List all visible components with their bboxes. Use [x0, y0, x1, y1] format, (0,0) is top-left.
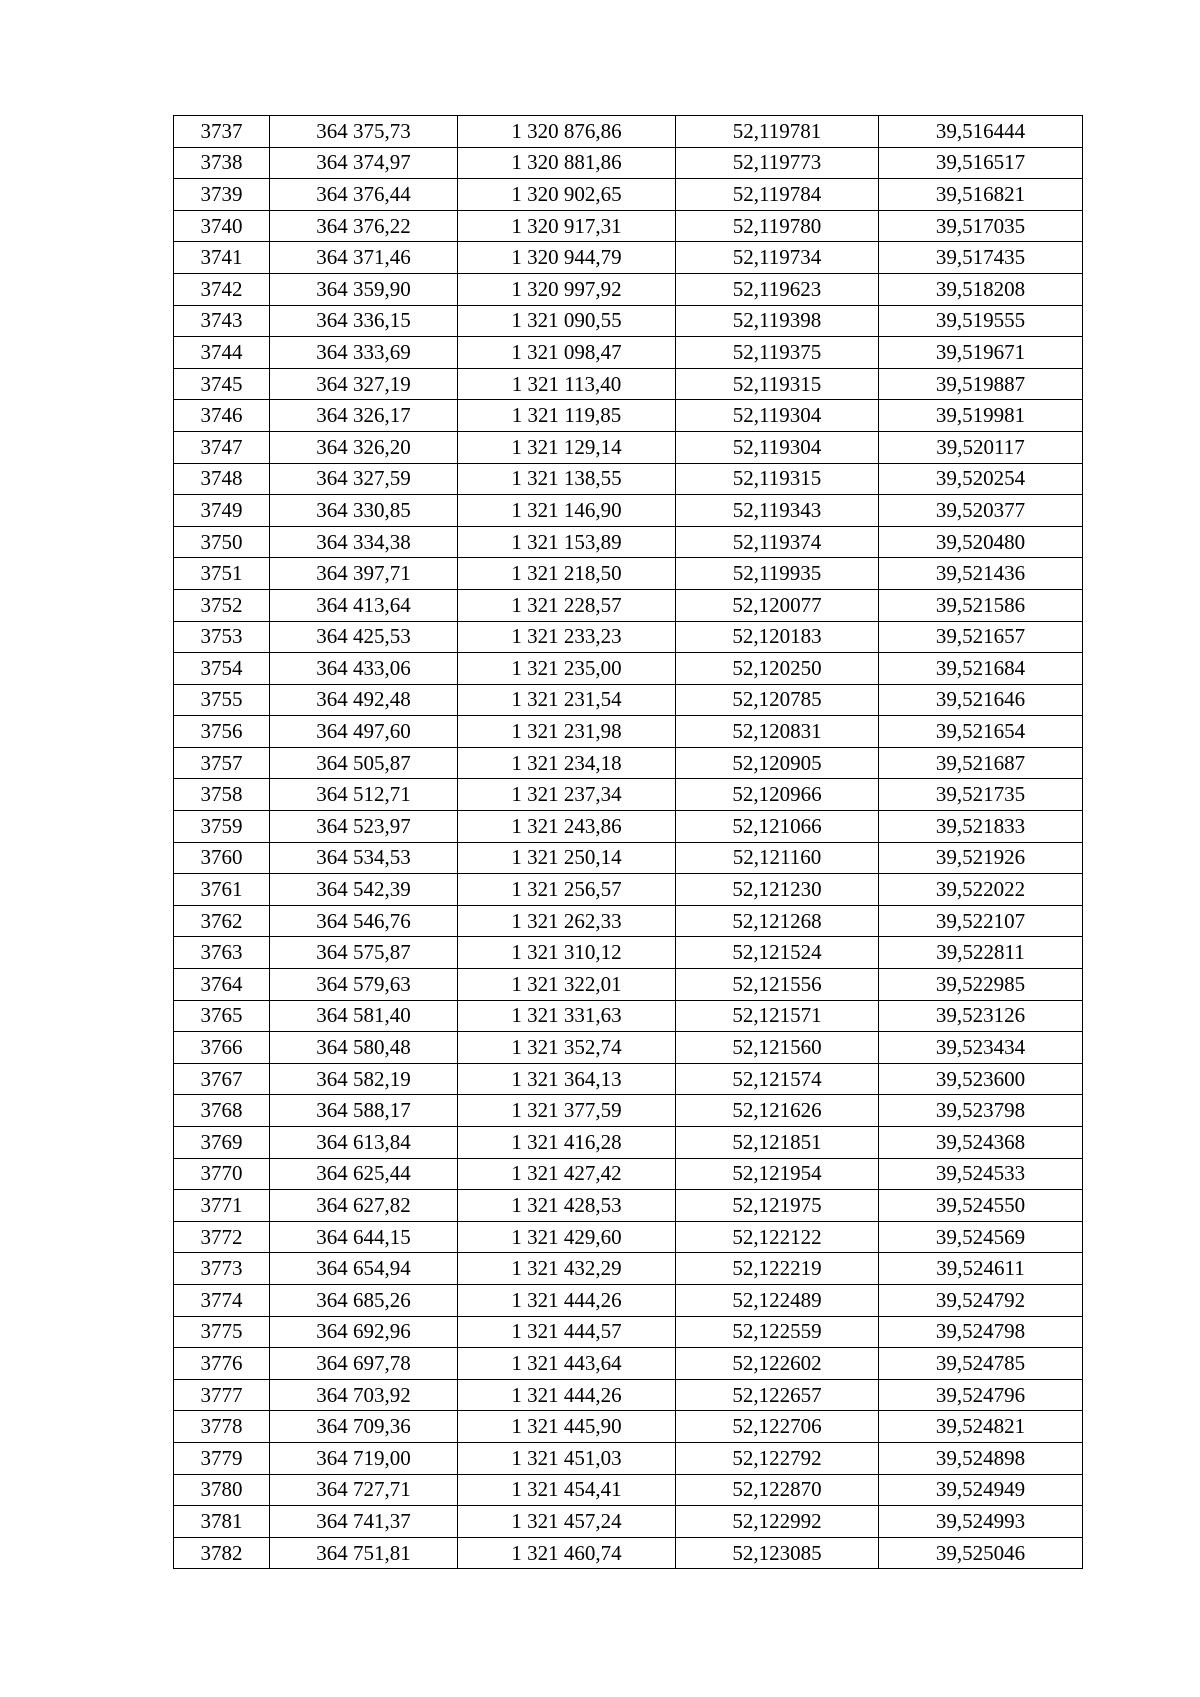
latitude-cell: 52,120905: [676, 747, 879, 779]
x-coordinate-cell: 364 542,39: [270, 874, 458, 906]
point-number-cell: 3746: [174, 400, 270, 432]
table-row: [174, 589, 1083, 621]
table-row: [174, 621, 1083, 653]
table-row: [174, 558, 1083, 590]
table-row: [174, 716, 1083, 748]
y-coordinate-cell: 1 321 231,54: [458, 684, 676, 716]
x-coordinate-cell: 364 327,19: [270, 368, 458, 400]
table-row: [174, 1537, 1083, 1569]
point-number-cell: 3740: [174, 210, 270, 242]
y-coordinate-cell: 1 321 098,47: [458, 337, 676, 369]
longitude-cell: 39,523798: [879, 1095, 1083, 1127]
latitude-cell: 52,119375: [676, 337, 879, 369]
longitude-cell: 39,524550: [879, 1190, 1083, 1222]
latitude-cell: 52,121524: [676, 937, 879, 969]
longitude-cell: 39,519887: [879, 368, 1083, 400]
x-coordinate-cell: 364 334,38: [270, 526, 458, 558]
latitude-cell: 52,120966: [676, 779, 879, 811]
table-row: [174, 937, 1083, 969]
y-coordinate-cell: 1 320 876,86: [458, 116, 676, 148]
point-number-cell: 3750: [174, 526, 270, 558]
latitude-cell: 52,119304: [676, 431, 879, 463]
longitude-cell: 39,520377: [879, 495, 1083, 527]
table-row: [174, 684, 1083, 716]
x-coordinate-cell: 364 581,40: [270, 1000, 458, 1032]
x-coordinate-cell: 364 534,53: [270, 842, 458, 874]
x-coordinate-cell: 364 376,44: [270, 179, 458, 211]
longitude-cell: 39,517435: [879, 242, 1083, 274]
coordinates-table-body: [174, 116, 1083, 1569]
point-number-cell: 3760: [174, 842, 270, 874]
table-row: [174, 337, 1083, 369]
x-coordinate-cell: 364 425,53: [270, 621, 458, 653]
y-coordinate-cell: 1 321 228,57: [458, 589, 676, 621]
y-coordinate-cell: 1 321 457,24: [458, 1506, 676, 1538]
point-number-cell: 3775: [174, 1316, 270, 1348]
table-row: [174, 653, 1083, 685]
y-coordinate-cell: 1 321 429,60: [458, 1221, 676, 1253]
point-number-cell: 3769: [174, 1127, 270, 1159]
y-coordinate-cell: 1 321 460,74: [458, 1537, 676, 1569]
latitude-cell: 52,122602: [676, 1348, 879, 1380]
y-coordinate-cell: 1 321 113,40: [458, 368, 676, 400]
table-row: [174, 1190, 1083, 1222]
table-row: [174, 1032, 1083, 1064]
y-coordinate-cell: 1 321 444,57: [458, 1316, 676, 1348]
point-number-cell: 3763: [174, 937, 270, 969]
longitude-cell: 39,525046: [879, 1537, 1083, 1569]
longitude-cell: 39,521646: [879, 684, 1083, 716]
point-number-cell: 3774: [174, 1284, 270, 1316]
longitude-cell: 39,524821: [879, 1411, 1083, 1443]
x-coordinate-cell: 364 359,90: [270, 273, 458, 305]
y-coordinate-cell: 1 321 250,14: [458, 842, 676, 874]
y-coordinate-cell: 1 321 233,23: [458, 621, 676, 653]
longitude-cell: 39,522022: [879, 874, 1083, 906]
y-coordinate-cell: 1 321 234,18: [458, 747, 676, 779]
point-number-cell: 3767: [174, 1063, 270, 1095]
point-number-cell: 3779: [174, 1442, 270, 1474]
point-number-cell: 3747: [174, 431, 270, 463]
point-number-cell: 3766: [174, 1032, 270, 1064]
longitude-cell: 39,524993: [879, 1506, 1083, 1538]
x-coordinate-cell: 364 580,48: [270, 1032, 458, 1064]
y-coordinate-cell: 1 321 331,63: [458, 1000, 676, 1032]
table-row: [174, 905, 1083, 937]
table-row: [174, 431, 1083, 463]
latitude-cell: 52,119315: [676, 368, 879, 400]
x-coordinate-cell: 364 575,87: [270, 937, 458, 969]
x-coordinate-cell: 364 703,92: [270, 1379, 458, 1411]
longitude-cell: 39,521657: [879, 621, 1083, 653]
longitude-cell: 39,524785: [879, 1348, 1083, 1380]
point-number-cell: 3753: [174, 621, 270, 653]
longitude-cell: 39,521926: [879, 842, 1083, 874]
point-number-cell: 3751: [174, 558, 270, 590]
y-coordinate-cell: 1 321 243,86: [458, 811, 676, 843]
table-row: [174, 1379, 1083, 1411]
latitude-cell: 52,119773: [676, 147, 879, 179]
table-row: [174, 1063, 1083, 1095]
x-coordinate-cell: 364 625,44: [270, 1158, 458, 1190]
longitude-cell: 39,522811: [879, 937, 1083, 969]
point-number-cell: 3737: [174, 116, 270, 148]
longitude-cell: 39,516444: [879, 116, 1083, 148]
x-coordinate-cell: 364 685,26: [270, 1284, 458, 1316]
longitude-cell: 39,516821: [879, 179, 1083, 211]
point-number-cell: 3738: [174, 147, 270, 179]
latitude-cell: 52,119781: [676, 116, 879, 148]
y-coordinate-cell: 1 320 917,31: [458, 210, 676, 242]
x-coordinate-cell: 364 741,37: [270, 1506, 458, 1538]
x-coordinate-cell: 364 709,36: [270, 1411, 458, 1443]
point-number-cell: 3741: [174, 242, 270, 274]
latitude-cell: 52,119304: [676, 400, 879, 432]
latitude-cell: 52,120785: [676, 684, 879, 716]
longitude-cell: 39,520254: [879, 463, 1083, 495]
longitude-cell: 39,524611: [879, 1253, 1083, 1285]
table-row: [174, 842, 1083, 874]
table-row: [174, 1095, 1083, 1127]
y-coordinate-cell: 1 321 218,50: [458, 558, 676, 590]
table-row: [174, 1348, 1083, 1380]
point-number-cell: 3776: [174, 1348, 270, 1380]
latitude-cell: 52,119734: [676, 242, 879, 274]
latitude-cell: 52,121975: [676, 1190, 879, 1222]
longitude-cell: 39,523434: [879, 1032, 1083, 1064]
point-number-cell: 3768: [174, 1095, 270, 1127]
x-coordinate-cell: 364 371,46: [270, 242, 458, 274]
y-coordinate-cell: 1 321 451,03: [458, 1442, 676, 1474]
table-row: [174, 969, 1083, 1001]
longitude-cell: 39,520117: [879, 431, 1083, 463]
x-coordinate-cell: 364 374,97: [270, 147, 458, 179]
x-coordinate-cell: 364 492,48: [270, 684, 458, 716]
latitude-cell: 52,121574: [676, 1063, 879, 1095]
longitude-cell: 39,520480: [879, 526, 1083, 558]
latitude-cell: 52,119935: [676, 558, 879, 590]
table-row: [174, 1316, 1083, 1348]
longitude-cell: 39,521735: [879, 779, 1083, 811]
point-number-cell: 3744: [174, 337, 270, 369]
x-coordinate-cell: 364 627,82: [270, 1190, 458, 1222]
x-coordinate-cell: 364 546,76: [270, 905, 458, 937]
table-row: [174, 1253, 1083, 1285]
point-number-cell: 3754: [174, 653, 270, 685]
x-coordinate-cell: 364 413,64: [270, 589, 458, 621]
latitude-cell: 52,119623: [676, 273, 879, 305]
latitude-cell: 52,121556: [676, 969, 879, 1001]
longitude-cell: 39,521687: [879, 747, 1083, 779]
x-coordinate-cell: 364 375,73: [270, 116, 458, 148]
latitude-cell: 52,121954: [676, 1158, 879, 1190]
y-coordinate-cell: 1 321 146,90: [458, 495, 676, 527]
x-coordinate-cell: 364 588,17: [270, 1095, 458, 1127]
table-row: [174, 305, 1083, 337]
y-coordinate-cell: 1 321 432,29: [458, 1253, 676, 1285]
point-number-cell: 3761: [174, 874, 270, 906]
latitude-cell: 52,122219: [676, 1253, 879, 1285]
point-number-cell: 3770: [174, 1158, 270, 1190]
latitude-cell: 52,119343: [676, 495, 879, 527]
latitude-cell: 52,122559: [676, 1316, 879, 1348]
latitude-cell: 52,121066: [676, 811, 879, 843]
longitude-cell: 39,524796: [879, 1379, 1083, 1411]
latitude-cell: 52,121626: [676, 1095, 879, 1127]
y-coordinate-cell: 1 321 310,12: [458, 937, 676, 969]
latitude-cell: 52,119780: [676, 210, 879, 242]
longitude-cell: 39,516517: [879, 147, 1083, 179]
longitude-cell: 39,519555: [879, 305, 1083, 337]
table-row: [174, 242, 1083, 274]
latitude-cell: 52,121571: [676, 1000, 879, 1032]
y-coordinate-cell: 1 321 445,90: [458, 1411, 676, 1443]
y-coordinate-cell: 1 321 377,59: [458, 1095, 676, 1127]
point-number-cell: 3748: [174, 463, 270, 495]
x-coordinate-cell: 364 692,96: [270, 1316, 458, 1348]
latitude-cell: 52,120831: [676, 716, 879, 748]
latitude-cell: 52,121560: [676, 1032, 879, 1064]
longitude-cell: 39,518208: [879, 273, 1083, 305]
longitude-cell: 39,524798: [879, 1316, 1083, 1348]
point-number-cell: 3780: [174, 1474, 270, 1506]
longitude-cell: 39,521833: [879, 811, 1083, 843]
y-coordinate-cell: 1 321 454,41: [458, 1474, 676, 1506]
latitude-cell: 52,120183: [676, 621, 879, 653]
y-coordinate-cell: 1 321 444,26: [458, 1379, 676, 1411]
table-row: [174, 811, 1083, 843]
y-coordinate-cell: 1 321 138,55: [458, 463, 676, 495]
latitude-cell: 52,119398: [676, 305, 879, 337]
longitude-cell: 39,521586: [879, 589, 1083, 621]
table-row: [174, 1000, 1083, 1032]
x-coordinate-cell: 364 751,81: [270, 1537, 458, 1569]
x-coordinate-cell: 364 654,94: [270, 1253, 458, 1285]
longitude-cell: 39,517035: [879, 210, 1083, 242]
latitude-cell: 52,120077: [676, 589, 879, 621]
latitude-cell: 52,119374: [676, 526, 879, 558]
point-number-cell: 3745: [174, 368, 270, 400]
y-coordinate-cell: 1 321 428,53: [458, 1190, 676, 1222]
point-number-cell: 3765: [174, 1000, 270, 1032]
x-coordinate-cell: 364 497,60: [270, 716, 458, 748]
latitude-cell: 52,122792: [676, 1442, 879, 1474]
y-coordinate-cell: 1 320 902,65: [458, 179, 676, 211]
longitude-cell: 39,524949: [879, 1474, 1083, 1506]
table-row: [174, 400, 1083, 432]
y-coordinate-cell: 1 320 881,86: [458, 147, 676, 179]
longitude-cell: 39,521684: [879, 653, 1083, 685]
point-number-cell: 3777: [174, 1379, 270, 1411]
point-number-cell: 3749: [174, 495, 270, 527]
longitude-cell: 39,519981: [879, 400, 1083, 432]
longitude-cell: 39,524368: [879, 1127, 1083, 1159]
point-number-cell: 3771: [174, 1190, 270, 1222]
table-row: [174, 874, 1083, 906]
table-row: [174, 147, 1083, 179]
point-number-cell: 3755: [174, 684, 270, 716]
y-coordinate-cell: 1 321 153,89: [458, 526, 676, 558]
coordinates-table: [173, 115, 1083, 1569]
point-number-cell: 3782: [174, 1537, 270, 1569]
table-row: [174, 1506, 1083, 1538]
y-coordinate-cell: 1 321 129,14: [458, 431, 676, 463]
x-coordinate-cell: 364 582,19: [270, 1063, 458, 1095]
point-number-cell: 3778: [174, 1411, 270, 1443]
point-number-cell: 3758: [174, 779, 270, 811]
latitude-cell: 52,121851: [676, 1127, 879, 1159]
x-coordinate-cell: 364 697,78: [270, 1348, 458, 1380]
point-number-cell: 3743: [174, 305, 270, 337]
table-row: [174, 747, 1083, 779]
y-coordinate-cell: 1 321 119,85: [458, 400, 676, 432]
x-coordinate-cell: 364 512,71: [270, 779, 458, 811]
y-coordinate-cell: 1 321 090,55: [458, 305, 676, 337]
table-row: [174, 1442, 1083, 1474]
latitude-cell: 52,122489: [676, 1284, 879, 1316]
table-row: [174, 1284, 1083, 1316]
longitude-cell: 39,524792: [879, 1284, 1083, 1316]
longitude-cell: 39,524898: [879, 1442, 1083, 1474]
point-number-cell: 3742: [174, 273, 270, 305]
table-row: [174, 1127, 1083, 1159]
table-row: [174, 1411, 1083, 1443]
longitude-cell: 39,522107: [879, 905, 1083, 937]
y-coordinate-cell: 1 321 322,01: [458, 969, 676, 1001]
x-coordinate-cell: 364 579,63: [270, 969, 458, 1001]
y-coordinate-cell: 1 320 944,79: [458, 242, 676, 274]
point-number-cell: 3764: [174, 969, 270, 1001]
latitude-cell: 52,121230: [676, 874, 879, 906]
x-coordinate-cell: 364 644,15: [270, 1221, 458, 1253]
y-coordinate-cell: 1 321 443,64: [458, 1348, 676, 1380]
longitude-cell: 39,519671: [879, 337, 1083, 369]
latitude-cell: 52,122122: [676, 1221, 879, 1253]
y-coordinate-cell: 1 321 231,98: [458, 716, 676, 748]
latitude-cell: 52,122657: [676, 1379, 879, 1411]
longitude-cell: 39,521654: [879, 716, 1083, 748]
point-number-cell: 3772: [174, 1221, 270, 1253]
point-number-cell: 3739: [174, 179, 270, 211]
table-row: [174, 210, 1083, 242]
longitude-cell: 39,521436: [879, 558, 1083, 590]
longitude-cell: 39,523126: [879, 1000, 1083, 1032]
latitude-cell: 52,123085: [676, 1537, 879, 1569]
latitude-cell: 52,119315: [676, 463, 879, 495]
longitude-cell: 39,524569: [879, 1221, 1083, 1253]
y-coordinate-cell: 1 321 444,26: [458, 1284, 676, 1316]
y-coordinate-cell: 1 321 262,33: [458, 905, 676, 937]
table-row: [174, 179, 1083, 211]
point-number-cell: 3762: [174, 905, 270, 937]
latitude-cell: 52,120250: [676, 653, 879, 685]
x-coordinate-cell: 364 505,87: [270, 747, 458, 779]
longitude-cell: 39,524533: [879, 1158, 1083, 1190]
table-row: [174, 1158, 1083, 1190]
point-number-cell: 3773: [174, 1253, 270, 1285]
table-row: [174, 116, 1083, 148]
point-number-cell: 3759: [174, 811, 270, 843]
latitude-cell: 52,121160: [676, 842, 879, 874]
y-coordinate-cell: 1 321 416,28: [458, 1127, 676, 1159]
table-row: [174, 526, 1083, 558]
x-coordinate-cell: 364 326,20: [270, 431, 458, 463]
point-number-cell: 3756: [174, 716, 270, 748]
table-row: [174, 1474, 1083, 1506]
latitude-cell: 52,122706: [676, 1411, 879, 1443]
latitude-cell: 52,122992: [676, 1506, 879, 1538]
longitude-cell: 39,523600: [879, 1063, 1083, 1095]
latitude-cell: 52,122870: [676, 1474, 879, 1506]
longitude-cell: 39,522985: [879, 969, 1083, 1001]
y-coordinate-cell: 1 321 235,00: [458, 653, 676, 685]
x-coordinate-cell: 364 336,15: [270, 305, 458, 337]
x-coordinate-cell: 364 330,85: [270, 495, 458, 527]
x-coordinate-cell: 364 327,59: [270, 463, 458, 495]
x-coordinate-cell: 364 719,00: [270, 1442, 458, 1474]
y-coordinate-cell: 1 321 427,42: [458, 1158, 676, 1190]
x-coordinate-cell: 364 433,06: [270, 653, 458, 685]
latitude-cell: 52,121268: [676, 905, 879, 937]
table-row: [174, 779, 1083, 811]
point-number-cell: 3781: [174, 1506, 270, 1538]
x-coordinate-cell: 364 326,17: [270, 400, 458, 432]
y-coordinate-cell: 1 320 997,92: [458, 273, 676, 305]
table-row: [174, 463, 1083, 495]
x-coordinate-cell: 364 397,71: [270, 558, 458, 590]
x-coordinate-cell: 364 333,69: [270, 337, 458, 369]
point-number-cell: 3757: [174, 747, 270, 779]
x-coordinate-cell: 364 727,71: [270, 1474, 458, 1506]
table-row: [174, 495, 1083, 527]
y-coordinate-cell: 1 321 237,34: [458, 779, 676, 811]
y-coordinate-cell: 1 321 352,74: [458, 1032, 676, 1064]
point-number-cell: 3752: [174, 589, 270, 621]
table-row: [174, 1221, 1083, 1253]
latitude-cell: 52,119784: [676, 179, 879, 211]
x-coordinate-cell: 364 523,97: [270, 811, 458, 843]
x-coordinate-cell: 364 613,84: [270, 1127, 458, 1159]
x-coordinate-cell: 364 376,22: [270, 210, 458, 242]
y-coordinate-cell: 1 321 256,57: [458, 874, 676, 906]
table-row: [174, 273, 1083, 305]
table-row: [174, 368, 1083, 400]
y-coordinate-cell: 1 321 364,13: [458, 1063, 676, 1095]
